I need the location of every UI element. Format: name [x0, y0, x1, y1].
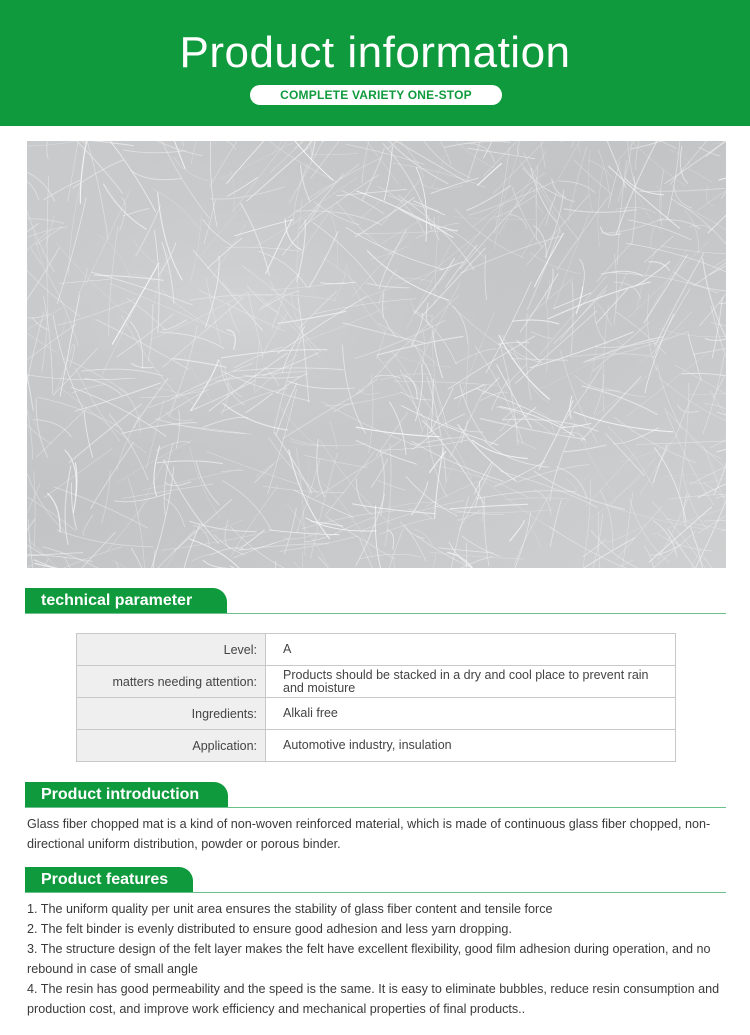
product-introduction-header	[25, 782, 726, 808]
section-title: Product introduction	[25, 782, 228, 807]
product-features-header	[25, 867, 726, 893]
row-label: matters needing attention:	[77, 666, 266, 698]
table-row	[77, 730, 676, 762]
technical-parameter-table	[76, 633, 676, 762]
list-item: 2. The felt binder is evenly distributed to ensure good adhesion and less yarn dropping.	[27, 922, 512, 936]
section-title: Product features	[25, 867, 193, 892]
introduction-text: Glass fiber chopped mat is a kind of non-woven reinforced material, which is made of continuous glass fiber chopped, non-directional uniform distribution, powder or porous binder.	[27, 817, 711, 851]
product-photo	[27, 141, 726, 568]
section-title: technical parameter	[25, 588, 227, 613]
features-list	[27, 899, 729, 1019]
technical-parameter-header	[25, 588, 726, 614]
header-banner	[0, 0, 750, 126]
table-row	[77, 666, 676, 698]
list-item: 1. The uniform quality per unit area ensures the stability of glass fiber content and tensile force	[27, 902, 553, 916]
list-item: 3. The structure design of the felt layer makes the felt have excellent flexibility, good film adhesion during operation, and no rebound in case of small angle	[27, 942, 711, 976]
row-value: Alkali free	[266, 698, 676, 730]
row-label: Application:	[77, 730, 266, 762]
subtitle-badge	[250, 85, 502, 122]
row-label: Level:	[77, 634, 266, 666]
row-value: Automotive industry, insulation	[266, 730, 676, 762]
row-value: A	[266, 634, 676, 666]
page-title: Product information	[179, 28, 571, 77]
table-row	[77, 698, 676, 730]
subtitle-text: COMPLETE VARIETY ONE-STOP SHOPPING	[280, 88, 472, 122]
row-value: Products should be stacked in a dry and cool place to prevent rain and moisture	[266, 666, 676, 698]
list-item: 4. The resin has good permeability and the speed is the same. It is easy to eliminate bubbles, reduce resin consumption and production cost, and improve work efficiency and mechanical properties of final products..	[27, 982, 720, 1016]
table-row	[77, 634, 676, 666]
row-label: Ingredients:	[77, 698, 266, 730]
